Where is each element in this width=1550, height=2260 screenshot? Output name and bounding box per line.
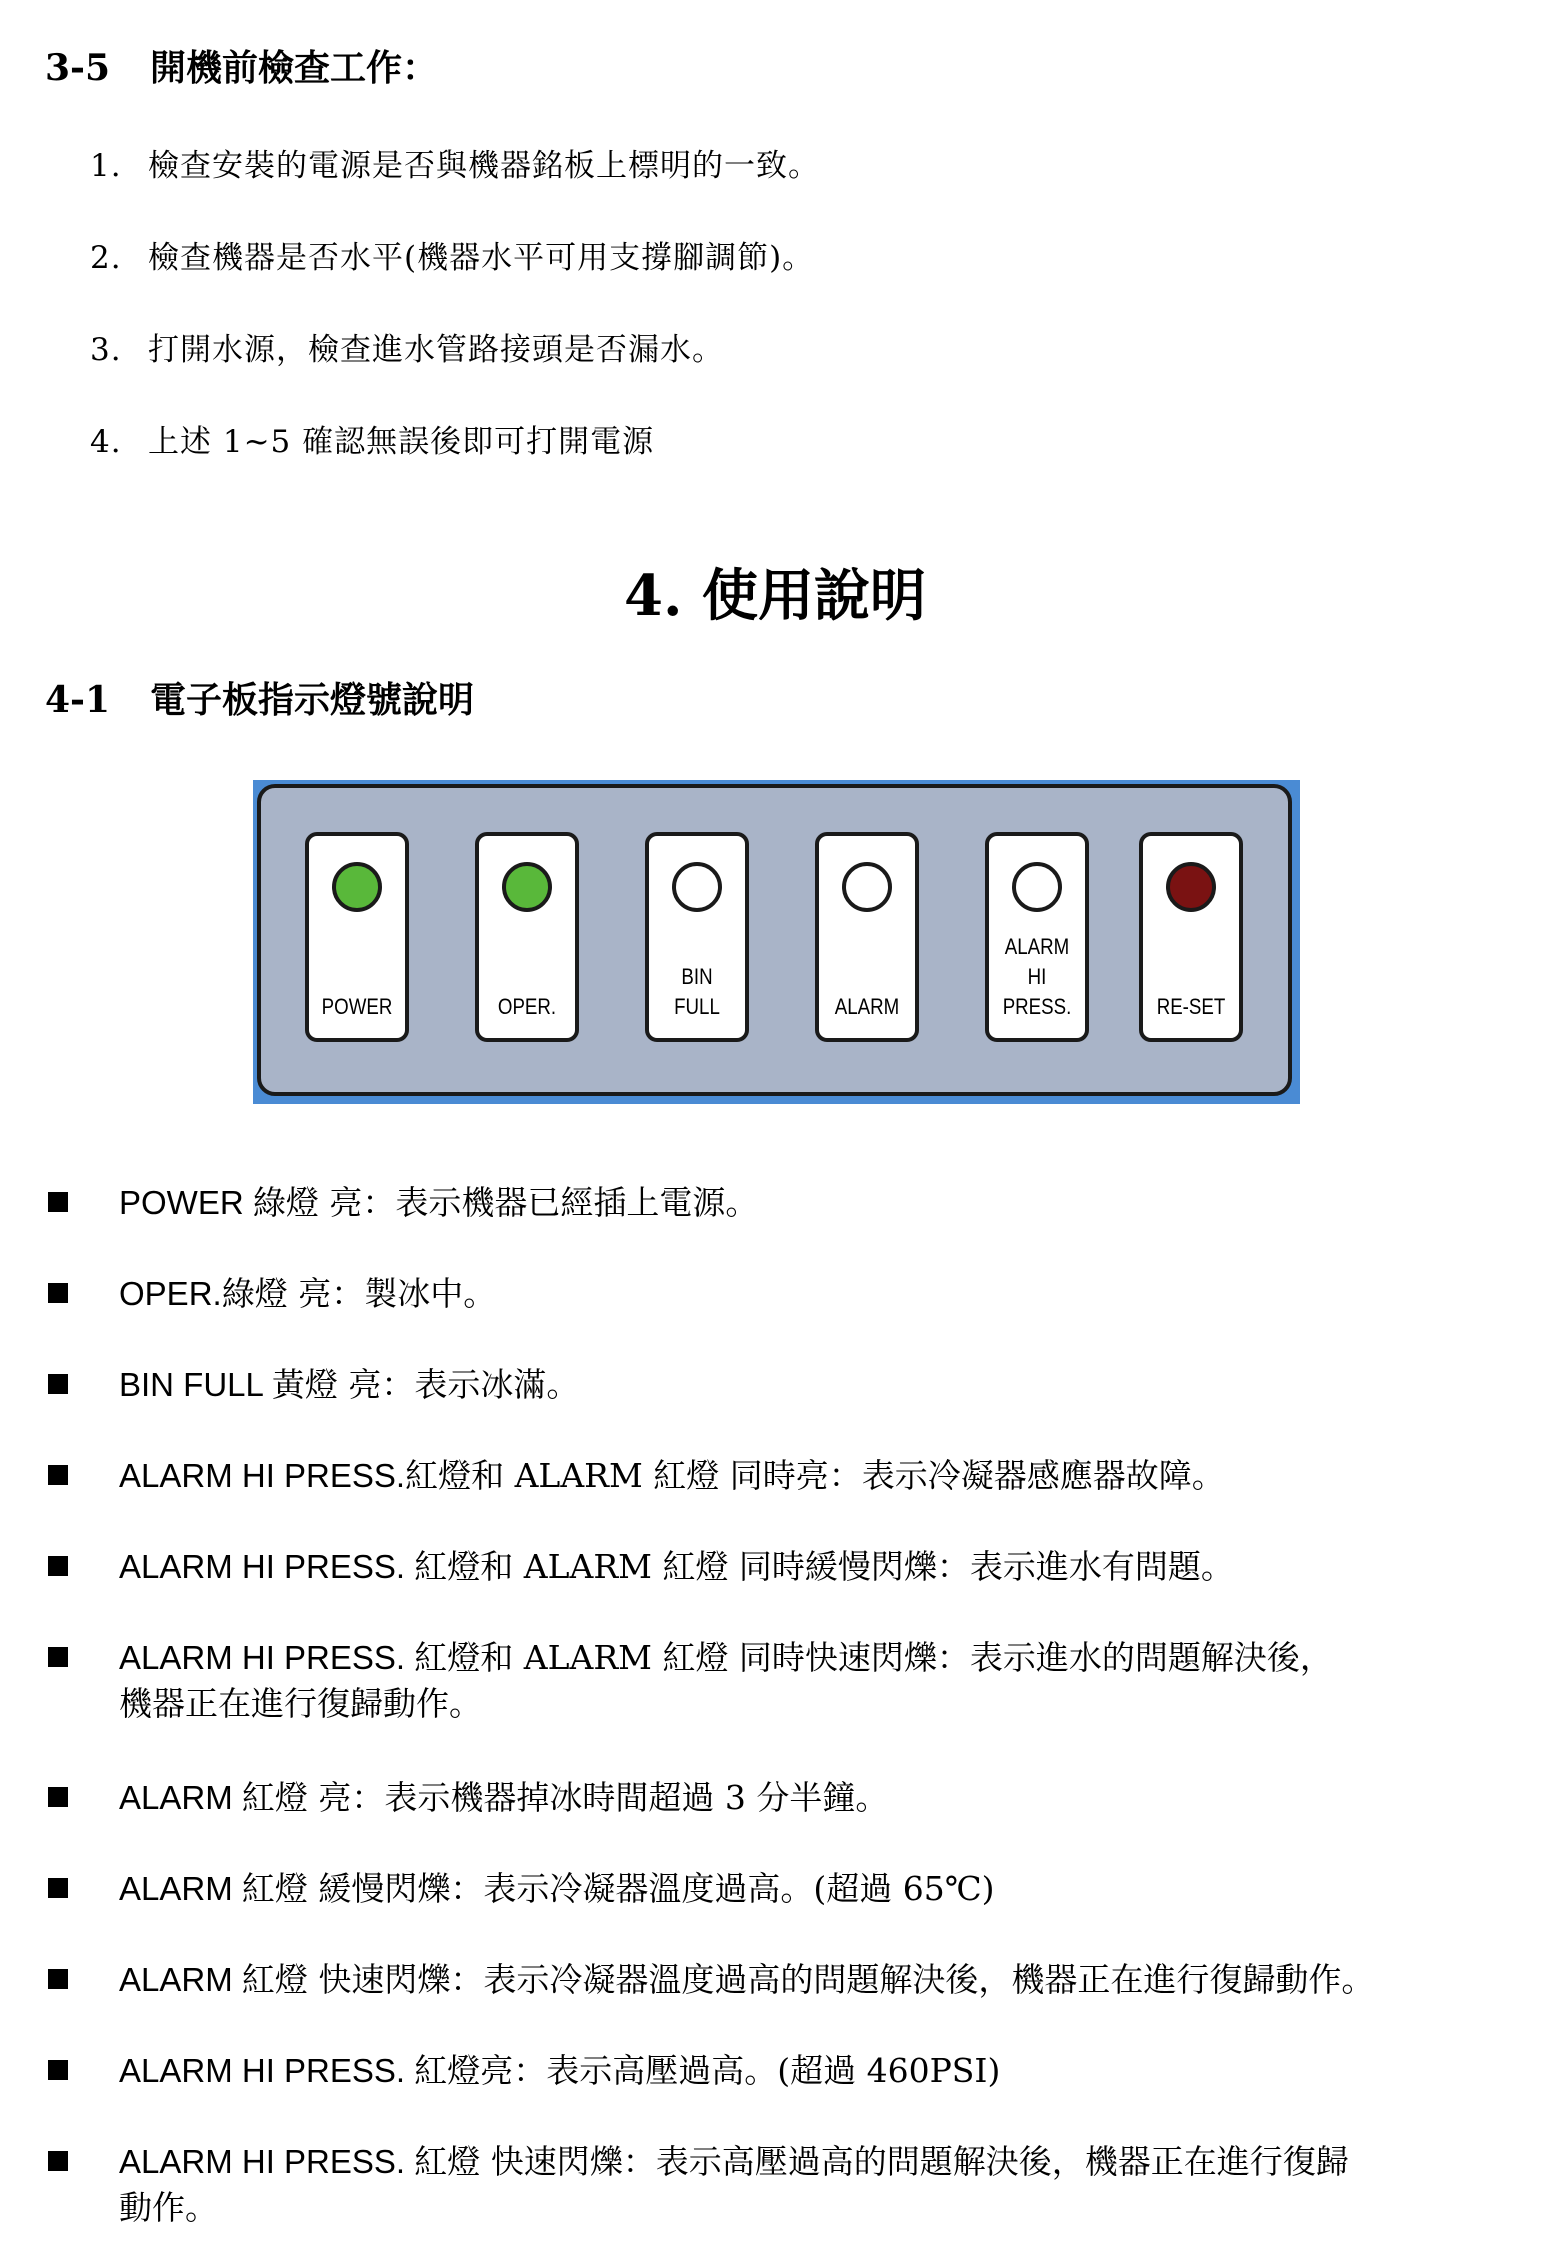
indicator-description: 綠燈 亮：表示機器已經插上電源。 bbox=[252, 1183, 759, 1222]
section-title: 開機前檢查工作： bbox=[150, 47, 439, 89]
indicator-description-continued: 動作。 bbox=[119, 2188, 218, 2227]
checklist-text: 檢查機器是否水平(機器水平可用支撐腳調節)。 bbox=[148, 240, 815, 276]
reset-lamp-icon bbox=[1166, 862, 1216, 912]
control-panel bbox=[257, 784, 1292, 1096]
indicator-description: 黃燈 亮：表示冰滿。 bbox=[271, 1365, 580, 1404]
indicator-name: ALARM HI PRESS. bbox=[119, 1639, 415, 1676]
power-lamp-icon bbox=[332, 862, 382, 912]
checklist-number: 1. bbox=[90, 148, 122, 184]
indicator-description: 紅燈 快速閃爍：表示高壓過高的問題解決後，機器正在進行復歸 bbox=[414, 2142, 1349, 2181]
section-title: 電子板指示燈號說明 bbox=[150, 679, 475, 721]
indicator-description: 紅燈和 ALARM 紅燈 同時快速閃爍：表示進水的問題解決後， bbox=[414, 1638, 1333, 1677]
alarm-hi-press-lamp-icon bbox=[1012, 862, 1062, 912]
indicator-description: 紅燈 快速閃爍：表示冷凝器溫度過高的問題解決後，機器正在進行復歸動作。 bbox=[241, 1960, 1375, 1999]
square-bullet-icon bbox=[48, 1969, 68, 1989]
indicator-oper bbox=[475, 832, 579, 1042]
checklist-number: 3. bbox=[90, 332, 122, 368]
indicator-name: ALARM HI PRESS. bbox=[119, 1457, 406, 1494]
checklist-item bbox=[90, 416, 654, 461]
square-bullet-icon bbox=[48, 1787, 68, 1807]
square-bullet-icon bbox=[48, 2060, 68, 2080]
indicator-name: BIN FULL bbox=[119, 1366, 272, 1403]
checklist-item bbox=[90, 232, 814, 277]
checklist-text: 上述 1~5 確認無誤後即可打開電源 bbox=[148, 424, 655, 460]
indicator-bin-full bbox=[645, 832, 749, 1042]
indicator-reset bbox=[1139, 832, 1243, 1042]
indicator-description: 紅燈 亮：表示機器掉冰時間超過 3 分半鐘。 bbox=[241, 1778, 889, 1817]
square-bullet-icon bbox=[48, 1647, 68, 1667]
indicator-description: 紅燈和 ALARM 紅燈 同時亮：表示冷凝器感應器故障。 bbox=[405, 1456, 1225, 1495]
square-bullet-icon bbox=[48, 1556, 68, 1576]
checklist-item bbox=[90, 140, 820, 185]
checklist-item bbox=[90, 324, 724, 369]
section-number: 4-1 bbox=[45, 679, 111, 721]
section-number: 3-5 bbox=[45, 47, 111, 89]
indicator-label: OPER. bbox=[497, 994, 557, 1019]
checklist-number: 2. bbox=[90, 240, 122, 276]
indicator-alarm-hi-press bbox=[985, 832, 1089, 1042]
indicator-label: ALARM bbox=[834, 994, 900, 1019]
indicator-name: ALARM bbox=[119, 1779, 242, 1816]
indicator-name: ALARM bbox=[119, 1870, 242, 1907]
indicator-label: POWER bbox=[321, 994, 393, 1019]
section-3-5-heading bbox=[45, 40, 438, 91]
indicator-description: 紅燈亮：表示高壓過高。(超過 460PSI) bbox=[414, 2051, 1001, 2090]
square-bullet-icon bbox=[48, 1283, 68, 1303]
indicator-description: 紅燈 緩慢閃爍：表示冷凝器溫度過高。(超過 65℃) bbox=[241, 1869, 995, 1908]
indicator-power bbox=[305, 832, 409, 1042]
indicator-name: OPER. bbox=[119, 1275, 222, 1312]
checklist-text: 打開水源，檢查進水管路接頭是否漏水。 bbox=[148, 332, 724, 368]
indicator-description: 紅燈和 ALARM 紅燈 同時緩慢閃爍：表示進水有問題。 bbox=[414, 1547, 1234, 1586]
square-bullet-icon bbox=[48, 1878, 68, 1898]
bin-full-lamp-icon bbox=[672, 862, 722, 912]
indicator-name: POWER bbox=[119, 1184, 253, 1221]
indicator-name: ALARM HI PRESS. bbox=[119, 2143, 415, 2180]
square-bullet-icon bbox=[48, 2151, 68, 2171]
indicator-label: BIN FULL bbox=[674, 964, 720, 1019]
alarm-lamp-icon bbox=[842, 862, 892, 912]
checklist-text: 檢查安裝的電源是否與機器銘板上標明的一致。 bbox=[148, 148, 820, 184]
checklist-number: 4. bbox=[90, 424, 122, 460]
square-bullet-icon bbox=[48, 1192, 68, 1212]
indicator-description-continued: 機器正在進行復歸動作。 bbox=[119, 1684, 482, 1723]
indicator-name: ALARM HI PRESS. bbox=[119, 2052, 415, 2089]
indicator-name: ALARM HI PRESS. bbox=[119, 1548, 415, 1585]
control-panel-figure bbox=[253, 780, 1300, 1104]
indicator-name: ALARM bbox=[119, 1961, 242, 1998]
indicator-alarm bbox=[815, 832, 919, 1042]
square-bullet-icon bbox=[48, 1374, 68, 1394]
indicator-label: RE-SET bbox=[1156, 994, 1226, 1019]
oper-lamp-icon bbox=[502, 862, 552, 912]
section-4-1-heading bbox=[45, 672, 474, 723]
square-bullet-icon bbox=[48, 1465, 68, 1485]
indicator-description: 綠燈 亮：製冰中。 bbox=[221, 1274, 497, 1313]
chapter-title: 4. 使用說明 bbox=[624, 563, 926, 629]
indicator-label: ALARM HI PRESS. bbox=[1002, 934, 1072, 1019]
